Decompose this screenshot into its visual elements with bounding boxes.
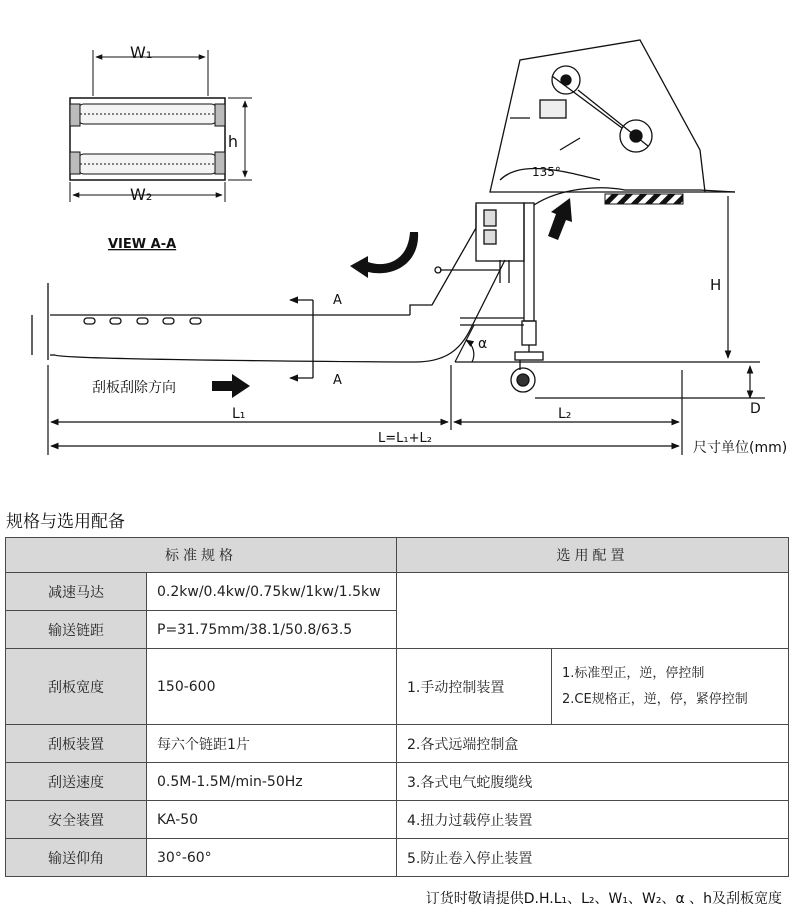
angle-135-label: 135° [532, 165, 561, 179]
depth-D-label: D [750, 401, 761, 417]
l1-label: L₁ [232, 406, 246, 422]
length-dimensions [48, 365, 682, 455]
row-label: 刮板装置 [6, 725, 147, 763]
table-row [6, 725, 789, 763]
row-option: 4.扭力过载停止装置 [397, 801, 789, 839]
alpha-angle [455, 325, 760, 362]
row-label: 安全装置 [6, 801, 147, 839]
row-option: 2.各式远端控制盒 [397, 725, 789, 763]
header-optional-config: 选用配置 [397, 538, 789, 573]
row-value: 0.2kw/0.4kw/0.75kw/1kw/1.5kw [147, 573, 397, 611]
option-subitem: 2.CE规格正，逆，停，紧停控制 [562, 691, 748, 707]
option-subitem: 1.标准型正，逆，停控制 [562, 665, 705, 681]
view-aa-section [70, 50, 252, 202]
conveyor-body [32, 205, 505, 378]
height-dimensions [535, 192, 765, 398]
row-label: 刮送速度 [6, 763, 147, 801]
row-label: 刮板宽度 [6, 649, 147, 725]
caster-wheel [511, 352, 543, 392]
direction-arrow [212, 374, 250, 398]
empty-option-cell [397, 573, 789, 649]
direction-text: 刮板刮除方向 [92, 380, 176, 396]
l-total-label: L=L₁+L₂ [378, 431, 432, 446]
row-value: P=31.75mm/38.1/50.8/63.5 [147, 611, 397, 649]
head-unit [490, 40, 735, 205]
w1-label: W₁ [130, 43, 153, 62]
row-option: 5.防止卷入停止装置 [397, 839, 789, 877]
section-title: 规格与选用配备 [6, 512, 125, 532]
row-value: 每六个链距1片 [147, 725, 397, 763]
table-row [6, 839, 789, 877]
row-label: 输送仰角 [6, 839, 147, 877]
alpha-label: α [478, 336, 488, 352]
h-small-label: h [227, 132, 238, 151]
option-subitems [552, 649, 789, 725]
row-value: 0.5M-1.5M/min-50Hz [147, 763, 397, 801]
spec-table [5, 537, 789, 877]
floor-hatch [605, 194, 683, 204]
l2-label: L₂ [558, 406, 572, 422]
section-a-bottom: A [333, 373, 342, 388]
curved-flow-arrow [350, 232, 418, 278]
header-standard-spec: 标准规格 [6, 538, 397, 573]
section-a-top: A [333, 293, 342, 308]
row-option: 3.各式电气蛇腹缆线 [397, 763, 789, 801]
table-row [6, 763, 789, 801]
table-row [6, 801, 789, 839]
control-box [435, 203, 536, 355]
table-row [6, 573, 789, 611]
table-header [6, 538, 789, 573]
row-value: KA-50 [147, 801, 397, 839]
order-footnote: 订货时敬请提供D.H.L₁、L₂、W₁、W₂、α 、h及刮板宽度 [425, 891, 782, 907]
w2-label: W₂ [130, 185, 153, 204]
row-option: 1.手动控制装置 [397, 649, 552, 725]
row-value: 150-600 [147, 649, 397, 725]
row-value: 30°-60° [147, 839, 397, 877]
upward-flow-arrow [548, 198, 572, 240]
row-label: 输送链距 [6, 611, 147, 649]
unit-label: 尺寸单位(mm) [693, 440, 788, 456]
table-row [6, 649, 789, 725]
row-label: 减速马达 [6, 573, 147, 611]
height-H-label: H [710, 276, 722, 294]
view-aa-label: VIEW A-A [108, 237, 177, 252]
